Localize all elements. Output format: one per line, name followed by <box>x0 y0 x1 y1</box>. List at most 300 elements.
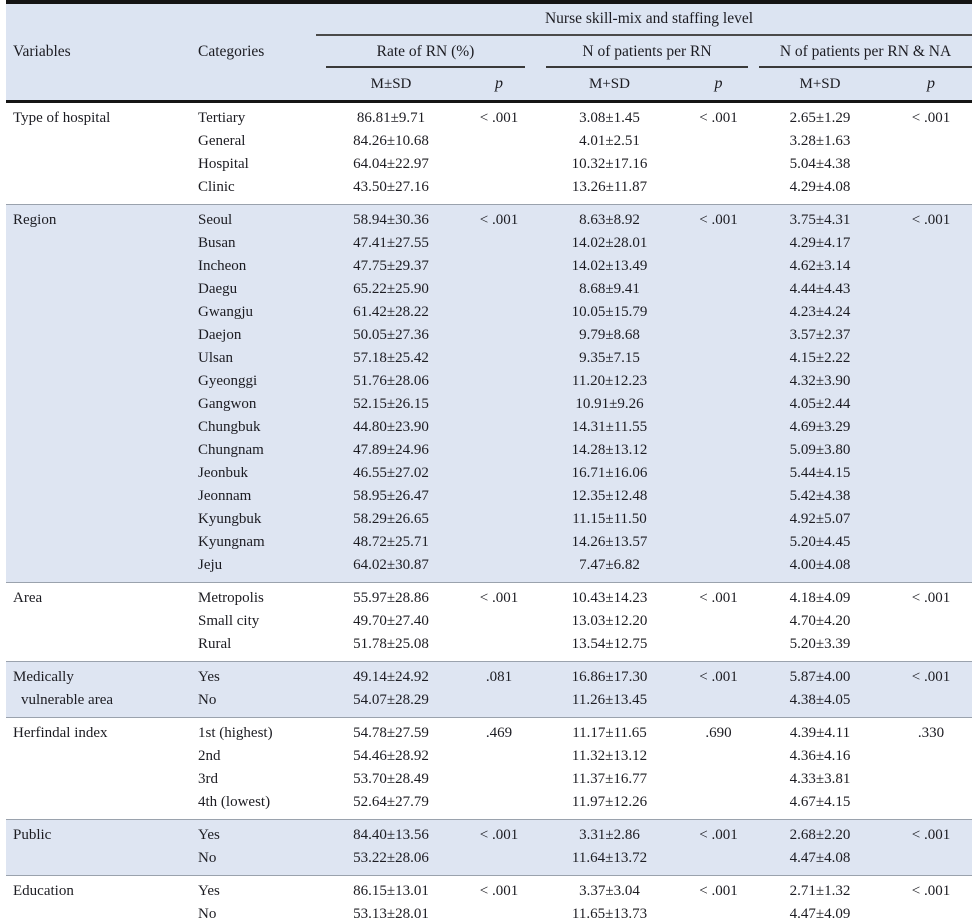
p-value-cell: < .001 <box>911 110 951 126</box>
category-cell: Kyungbuk <box>198 511 262 527</box>
p-value-cell <box>466 278 532 301</box>
header-p-2: p <box>714 75 723 92</box>
table-row <box>6 255 972 278</box>
p-value-cell: < .001 <box>479 883 519 899</box>
variable-cell <box>6 439 196 462</box>
p-value-cell <box>890 531 972 554</box>
msd-cell: 10.91±9.26 <box>575 396 644 412</box>
p-value-cell <box>890 153 972 176</box>
table-row <box>6 153 972 176</box>
p-value-cell <box>466 508 532 531</box>
header-group-patients-per-rn-na <box>750 35 972 68</box>
msd-cell: 47.89±24.96 <box>353 442 429 458</box>
table-row <box>6 301 972 324</box>
msd-cell: 12.35±12.48 <box>571 488 648 504</box>
category-cell: Hospital <box>198 156 249 172</box>
msd-cell: 4.70±4.20 <box>789 613 851 629</box>
msd-cell: 4.47±4.09 <box>789 906 851 922</box>
p-value-cell <box>890 278 972 301</box>
header-group-patients-per-rn <box>532 35 750 68</box>
table-header <box>6 4 972 102</box>
msd-cell: 4.47±4.08 <box>789 850 851 866</box>
variable-cell <box>6 176 196 205</box>
p-value-cell <box>687 610 750 633</box>
msd-cell: 3.31±2.86 <box>579 827 640 843</box>
msd-cell: 5.20±4.45 <box>789 534 851 550</box>
table-row <box>6 347 972 370</box>
p-value-cell <box>687 768 750 791</box>
table-row <box>6 662 972 690</box>
msd-cell: 11.17±11.65 <box>572 725 647 741</box>
variable-cell <box>6 347 196 370</box>
msd-cell: 2.68±2.20 <box>789 827 851 843</box>
group-label-patients-per-rn: N of patients per RN <box>546 40 748 68</box>
group-label-patients-per-rn-na: N of patients per RN & NA <box>759 40 972 68</box>
header-row-span <box>6 4 972 35</box>
table-row <box>6 176 972 205</box>
section-type-of-hospital <box>6 102 972 205</box>
variable-cell: Public <box>13 827 52 843</box>
msd-cell: 2.65±1.29 <box>789 110 851 126</box>
p-value-cell <box>687 745 750 768</box>
msd-cell: 8.68±9.41 <box>579 281 640 297</box>
msd-cell: 3.28±1.63 <box>789 133 851 149</box>
p-value-cell <box>466 633 532 662</box>
p-value-cell <box>466 416 532 439</box>
p-value-cell: .081 <box>485 669 513 685</box>
category-cell: Daejon <box>198 327 242 343</box>
p-value-cell <box>466 153 532 176</box>
variable-cell <box>6 903 196 922</box>
p-value-cell <box>466 130 532 153</box>
category-cell: Ulsan <box>198 350 233 366</box>
p-value-cell <box>890 324 972 347</box>
p-value-cell <box>687 301 750 324</box>
msd-cell: 4.05±2.44 <box>789 396 851 412</box>
variable-cell <box>6 153 196 176</box>
p-value-cell <box>466 791 532 820</box>
category-cell: Kyungnam <box>198 534 265 550</box>
msd-cell: 11.15±11.50 <box>572 511 647 527</box>
p-value-cell <box>890 768 972 791</box>
category-cell: 2nd <box>198 748 221 764</box>
category-cell: No <box>198 850 217 866</box>
p-value-cell: < .001 <box>911 212 951 228</box>
msd-cell: 84.40±13.56 <box>353 827 429 843</box>
msd-cell: 4.33±3.81 <box>789 771 851 787</box>
category-cell: Jeonnam <box>198 488 252 504</box>
msd-cell: 58.29±26.65 <box>353 511 429 527</box>
table-row <box>6 508 972 531</box>
header-variables: Variables <box>13 43 71 60</box>
msd-cell: 5.04±4.38 <box>789 156 851 172</box>
variable-cell: Herfindal index <box>13 725 108 741</box>
category-cell: Busan <box>198 235 236 251</box>
category-cell: Chungbuk <box>198 419 261 435</box>
category-cell: Daegu <box>198 281 238 297</box>
p-value-cell <box>687 462 750 485</box>
p-value-cell <box>466 255 532 278</box>
msd-cell: 4.67±4.15 <box>789 794 851 810</box>
msd-cell: 52.64±27.79 <box>353 794 429 810</box>
msd-cell: 13.03±12.20 <box>571 613 648 629</box>
msd-cell: 4.23±4.24 <box>789 304 851 320</box>
msd-cell: 2.71±1.32 <box>789 883 851 899</box>
category-cell: 1st (highest) <box>198 725 273 741</box>
header-span-group <box>316 4 972 35</box>
p-value-cell <box>466 847 532 876</box>
p-value-cell <box>687 278 750 301</box>
msd-cell: 5.42±4.38 <box>789 488 851 504</box>
msd-cell: 4.29±4.17 <box>789 235 851 251</box>
msd-cell: 57.18±25.42 <box>353 350 429 366</box>
category-cell: 3rd <box>198 771 218 787</box>
p-value-cell <box>687 689 750 718</box>
msd-cell: 46.55±27.02 <box>353 465 429 481</box>
p-value-cell <box>466 370 532 393</box>
msd-cell: 3.75±4.31 <box>789 212 851 228</box>
p-value-cell <box>890 255 972 278</box>
msd-cell: 4.44±4.43 <box>789 281 851 297</box>
p-value-cell <box>890 903 972 922</box>
msd-cell: 10.05±15.79 <box>571 304 648 320</box>
p-value-cell <box>890 439 972 462</box>
table-row <box>6 324 972 347</box>
msd-cell: 4.69±3.29 <box>789 419 851 435</box>
p-value-cell <box>466 176 532 205</box>
msd-cell: 4.18±4.09 <box>789 590 851 606</box>
p-value-cell <box>687 232 750 255</box>
msd-cell: 14.02±13.49 <box>571 258 648 274</box>
p-value-cell <box>687 324 750 347</box>
variable-cell <box>6 462 196 485</box>
variable-cell <box>6 130 196 153</box>
table-row <box>6 102 972 131</box>
table-row <box>6 232 972 255</box>
header-p-3: p <box>927 75 935 92</box>
nurse-staffing-table <box>6 4 972 922</box>
p-value-cell <box>466 347 532 370</box>
p-value-cell: .469 <box>485 725 513 741</box>
category-cell: Small city <box>198 613 260 629</box>
variable-cell <box>6 847 196 876</box>
table-row <box>6 278 972 301</box>
table-row <box>6 768 972 791</box>
variable-cell: Type of hospital <box>13 110 111 126</box>
p-value-cell: < .001 <box>911 669 951 685</box>
msd-cell: 86.81±9.71 <box>356 110 426 126</box>
table-row <box>6 689 972 718</box>
msd-cell: 47.41±27.55 <box>353 235 429 251</box>
msd-cell: 51.78±25.08 <box>353 636 429 652</box>
msd-cell: 58.94±30.36 <box>353 212 429 228</box>
variable-cell <box>6 791 196 820</box>
category-cell: Tertiary <box>198 110 246 126</box>
p-value-cell <box>466 232 532 255</box>
msd-cell: 5.87±4.00 <box>789 669 851 685</box>
table-row <box>6 903 972 922</box>
category-cell: No <box>198 906 217 922</box>
category-cell: Yes <box>198 669 220 685</box>
p-value-cell <box>687 508 750 531</box>
table-row <box>6 462 972 485</box>
msd-cell: 55.97±28.86 <box>353 590 429 606</box>
p-value-cell <box>466 485 532 508</box>
msd-cell: 4.39±4.11 <box>789 725 851 741</box>
table-row <box>6 205 972 233</box>
msd-cell: 43.50±27.16 <box>353 179 429 195</box>
p-value-cell <box>466 554 532 583</box>
p-value-cell <box>890 633 972 662</box>
p-value-cell <box>890 485 972 508</box>
p-value-cell <box>890 347 972 370</box>
p-value-cell <box>687 347 750 370</box>
category-cell: General <box>198 133 246 149</box>
p-value-cell <box>687 393 750 416</box>
variable-cell <box>6 768 196 791</box>
msd-cell: 61.42±28.22 <box>353 304 429 320</box>
variable-cell <box>6 278 196 301</box>
p-value-cell: < .001 <box>699 212 738 228</box>
msd-cell: 8.63±8.92 <box>579 212 640 228</box>
category-cell: 4th (lowest) <box>198 794 271 810</box>
msd-cell: 4.32±3.90 <box>789 373 851 389</box>
msd-cell: 10.32±17.16 <box>571 156 648 172</box>
p-value-cell <box>890 393 972 416</box>
table-row <box>6 583 972 611</box>
msd-cell: 86.15±13.01 <box>353 883 429 899</box>
category-cell: Gyeonggi <box>198 373 258 389</box>
msd-cell: 4.36±4.16 <box>789 748 851 764</box>
p-value-cell: < .001 <box>479 827 519 843</box>
p-value-cell <box>890 301 972 324</box>
p-value-cell <box>687 153 750 176</box>
p-value-cell <box>687 554 750 583</box>
msd-cell: 4.92±5.07 <box>789 511 851 527</box>
section-medically-vulnerable-area <box>6 662 972 718</box>
p-value-cell: < .001 <box>479 590 519 606</box>
p-value-cell: < .001 <box>699 883 738 899</box>
p-value-cell <box>687 903 750 922</box>
msd-cell: 4.62±3.14 <box>789 258 851 274</box>
variable-cell <box>6 554 196 583</box>
table-row <box>6 370 972 393</box>
p-value-cell <box>890 554 972 583</box>
table-row <box>6 791 972 820</box>
msd-cell: 16.71±16.06 <box>571 465 648 481</box>
p-value-cell <box>890 508 972 531</box>
msd-cell: 14.28±13.12 <box>571 442 648 458</box>
category-cell: Metropolis <box>198 590 264 606</box>
header-msd-3: M+SD <box>799 75 841 92</box>
p-value-cell: < .001 <box>699 669 738 685</box>
table-row <box>6 847 972 876</box>
table-row <box>6 531 972 554</box>
msd-cell: 14.31±11.55 <box>571 419 648 435</box>
msd-cell: 58.95±26.47 <box>353 488 429 504</box>
table-row <box>6 633 972 662</box>
msd-cell: 64.02±30.87 <box>353 557 429 573</box>
p-value-cell <box>466 439 532 462</box>
msd-cell: 3.57±2.37 <box>789 327 851 343</box>
category-cell: Rural <box>198 636 232 652</box>
p-value-cell: .330 <box>917 725 945 741</box>
msd-cell: 54.07±28.29 <box>353 692 429 708</box>
table-row <box>6 439 972 462</box>
category-cell: Chungnam <box>198 442 264 458</box>
variable-cell <box>6 416 196 439</box>
msd-cell: 11.26±13.45 <box>571 692 648 708</box>
msd-cell: 9.35±7.15 <box>579 350 640 366</box>
p-value-cell <box>466 689 532 718</box>
msd-cell: 52.15±26.15 <box>353 396 429 412</box>
msd-cell: 11.37±16.77 <box>571 771 648 787</box>
p-value-cell <box>687 485 750 508</box>
msd-cell: 54.78±27.59 <box>353 725 429 741</box>
header-p-1: p <box>495 75 503 92</box>
msd-cell: 3.08±1.45 <box>579 110 640 126</box>
p-value-cell <box>890 176 972 205</box>
p-value-cell <box>890 370 972 393</box>
category-cell: Yes <box>198 883 220 899</box>
table-row <box>6 393 972 416</box>
p-value-cell <box>466 324 532 347</box>
p-value-cell <box>687 633 750 662</box>
msd-cell: 65.22±25.90 <box>353 281 429 297</box>
section-public <box>6 820 972 876</box>
msd-cell: 9.79±8.68 <box>579 327 640 343</box>
variable-cell <box>6 301 196 324</box>
msd-cell: 51.76±28.06 <box>353 373 429 389</box>
variable-cell <box>6 393 196 416</box>
msd-cell: 48.72±25.71 <box>353 534 429 550</box>
section-area <box>6 583 972 662</box>
header-msd-2: M+SD <box>589 75 630 92</box>
p-value-cell: < .001 <box>911 590 951 606</box>
msd-cell: 11.20±12.23 <box>571 373 648 389</box>
msd-cell: 4.00±4.08 <box>789 557 851 573</box>
category-cell: Yes <box>198 827 220 843</box>
msd-cell: 4.29±4.08 <box>789 179 851 195</box>
msd-cell: 14.02±28.01 <box>571 235 648 251</box>
p-value-cell <box>890 232 972 255</box>
msd-cell: 49.70±27.40 <box>353 613 429 629</box>
span-header-label: Nurse skill-mix and staffing level <box>544 9 754 27</box>
p-value-cell: .690 <box>705 725 732 741</box>
variable-cell: Education <box>13 883 74 899</box>
msd-cell: 13.54±12.75 <box>571 636 648 652</box>
msd-cell: 5.09±3.80 <box>789 442 851 458</box>
p-value-cell <box>687 847 750 876</box>
variable-cell <box>6 485 196 508</box>
p-value-cell <box>890 610 972 633</box>
msd-cell: 84.26±10.68 <box>353 133 429 149</box>
variable-cell: Region <box>13 212 57 228</box>
p-value-cell <box>466 301 532 324</box>
msd-cell: 49.14±24.92 <box>353 669 429 685</box>
p-value-cell <box>466 393 532 416</box>
msd-cell: 4.38±4.05 <box>789 692 851 708</box>
category-cell: Jeju <box>198 557 223 573</box>
header-group-rate-of-rn <box>316 35 532 68</box>
p-value-cell <box>890 462 972 485</box>
msd-cell: 10.43±14.23 <box>571 590 648 606</box>
p-value-cell <box>466 903 532 922</box>
p-value-cell <box>890 689 972 718</box>
category-cell: Gangwon <box>198 396 257 412</box>
msd-cell: 7.47±6.82 <box>579 557 640 573</box>
section-education <box>6 876 972 922</box>
table-row <box>6 718 972 746</box>
msd-cell: 14.26±13.57 <box>571 534 648 550</box>
msd-cell: 47.75±29.37 <box>353 258 429 274</box>
p-value-cell <box>687 791 750 820</box>
p-value-cell <box>466 610 532 633</box>
p-value-cell: < .001 <box>911 883 951 899</box>
p-value-cell <box>890 130 972 153</box>
category-cell: Incheon <box>198 258 247 274</box>
variable-cell <box>6 610 196 633</box>
p-value-cell <box>687 439 750 462</box>
msd-cell: 11.32±13.12 <box>571 748 648 764</box>
msd-cell: 13.26±11.87 <box>571 179 648 195</box>
p-value-cell <box>687 255 750 278</box>
variable-cell <box>6 531 196 554</box>
msd-cell: 54.46±28.92 <box>353 748 429 764</box>
p-value-cell: < .001 <box>479 110 519 126</box>
table-row <box>6 130 972 153</box>
table-row <box>6 554 972 583</box>
msd-cell: 3.37±3.04 <box>579 883 640 899</box>
p-value-cell <box>687 130 750 153</box>
msd-cell: 11.97±12.26 <box>571 794 648 810</box>
variable-cell <box>6 370 196 393</box>
p-value-cell <box>687 531 750 554</box>
variable-cell <box>6 508 196 531</box>
table-row <box>6 416 972 439</box>
table-row <box>6 876 972 904</box>
msd-cell: 50.05±27.36 <box>353 327 429 343</box>
msd-cell: 64.04±22.97 <box>353 156 429 172</box>
msd-cell: 4.01±2.51 <box>579 133 640 149</box>
p-value-cell <box>466 531 532 554</box>
msd-cell: 53.70±28.49 <box>353 771 429 787</box>
variable-cell <box>6 232 196 255</box>
table-row <box>6 745 972 768</box>
p-value-cell: < .001 <box>911 827 951 843</box>
section-herfindal-index <box>6 718 972 820</box>
variable-cell <box>6 324 196 347</box>
msd-cell: 53.13±28.01 <box>353 906 429 922</box>
p-value-cell: < .001 <box>699 590 738 606</box>
p-value-cell <box>466 768 532 791</box>
p-value-cell <box>466 745 532 768</box>
variable-cell: vulnerable area <box>21 692 114 708</box>
msd-cell: 5.20±3.39 <box>789 636 851 652</box>
msd-cell: 4.15±2.22 <box>789 350 851 366</box>
group-label-rate-of-rn: Rate of RN (%) <box>326 40 525 68</box>
p-value-cell <box>687 416 750 439</box>
msd-cell: 53.22±28.06 <box>353 850 429 866</box>
p-value-cell <box>890 791 972 820</box>
p-value-cell <box>890 847 972 876</box>
variable-cell <box>6 745 196 768</box>
variable-cell <box>6 255 196 278</box>
header-categories: Categories <box>198 43 265 60</box>
p-value-cell <box>466 462 532 485</box>
category-cell: Seoul <box>198 212 233 228</box>
table-row <box>6 820 972 848</box>
